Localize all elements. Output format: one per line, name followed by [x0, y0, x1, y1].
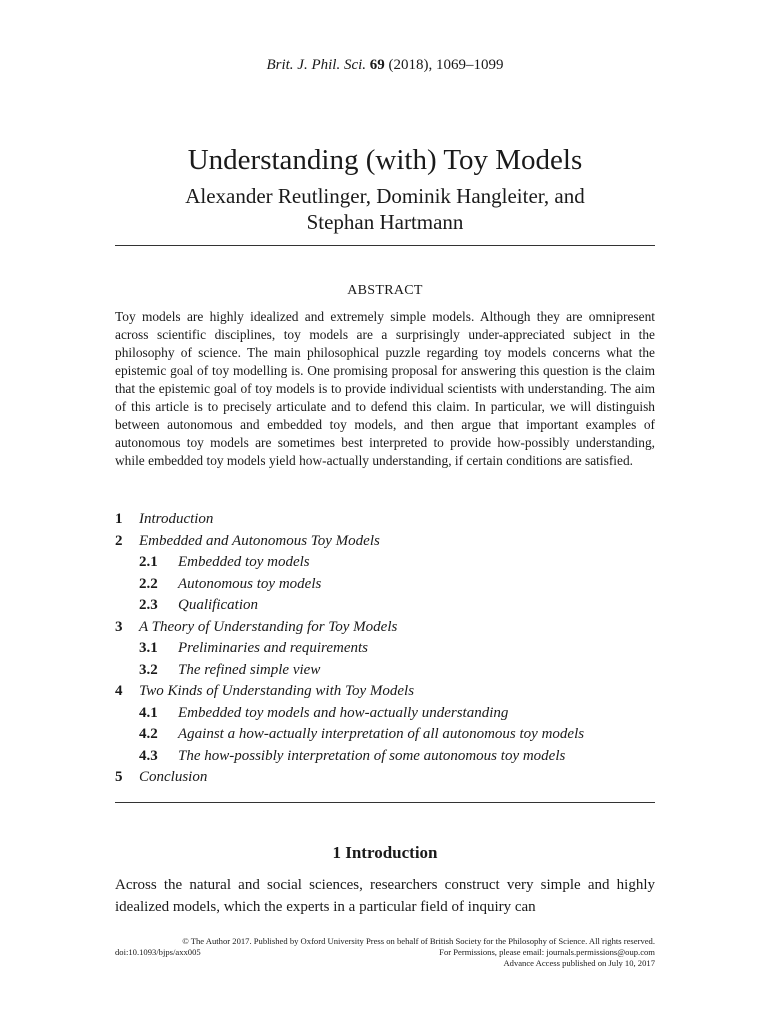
- toc-item: [115, 574, 655, 596]
- title-divider: [115, 245, 655, 246]
- toc-item-title: Embedded toy models: [178, 554, 310, 570]
- journal-citation: [115, 57, 655, 74]
- toc-item-title: Introduction: [139, 511, 214, 527]
- toc-item-title: Conclusion: [139, 769, 208, 785]
- toc-item-title: Embedded toy models and how-actually understanding: [178, 704, 509, 721]
- toc-item-title: The how-possibly interpretation of some autonomous toy models: [178, 747, 566, 764]
- toc-item-title: Qualification: [178, 597, 258, 613]
- toc-item-number: 2.2: [139, 575, 158, 592]
- toc-item: [115, 724, 655, 746]
- toc-item-title: The refined simple view: [178, 661, 321, 678]
- authors-line-2: Stephan Hartmann: [306, 210, 464, 234]
- toc-item-title: Two Kinds of Understanding with Toy Models: [139, 683, 415, 699]
- toc-item: [115, 552, 655, 574]
- journal-volume: 69: [369, 57, 385, 73]
- toc-item: [115, 746, 655, 768]
- toc-item-number: 1: [115, 511, 123, 527]
- toc-item-number: 4.1: [139, 704, 158, 721]
- toc-divider: [115, 802, 655, 803]
- article-title: Understanding (with) Toy Models: [187, 144, 583, 176]
- toc-item-title: Preliminaries and requirements: [178, 640, 368, 656]
- toc-item-number: 3.1: [139, 640, 158, 656]
- journal-name: Brit. J. Phil. Sci.: [266, 57, 367, 73]
- toc-item: [115, 660, 655, 682]
- author-list: [115, 183, 655, 235]
- toc-item: [115, 681, 655, 703]
- toc-item-number: 4.2: [139, 726, 158, 742]
- section-heading: 1 Introduction: [332, 843, 438, 862]
- section-body-text: Across the natural and social sciences, researchers construct very simple and highly idealized models, which the experts in a particular field of inquiry can: [115, 877, 655, 915]
- doi-text: doi:10.1093/bjps/axx005: [115, 947, 201, 957]
- toc-item-number: 3.2: [139, 661, 158, 678]
- toc-item-number: 2.1: [139, 554, 158, 570]
- toc-item-title: Against a how-actually interpretation of all autonomous toy models: [178, 726, 585, 742]
- toc-item: [115, 617, 655, 639]
- toc-item-number: 5: [115, 769, 123, 785]
- abstract-text: Toy models are highly idealized and extremely simple models. Although they are omnipresent across scientific disciplines, toy models are a surprisingly under-appreciated subject in the philosophy of science. The main philosophical puzzle regarding toy models concerns what the epistemic goal of toy modelling is. One promising proposal for answering this question is the claim that the epistemic goal of toy models is to provide individual scientists with understanding. The aim of this article is to precisely articulate and to defend this claim. In particular, we will distinguish between autonomous and embedded toy models, and then argue that important examples of autonomous toy models are sometimes best interpreted to provide how-possibly understanding, while embedded toy models yield how-actually understanding, if certain conditions are satisfied.: [115, 309, 655, 468]
- toc-item: [115, 638, 655, 660]
- toc-item-title: A Theory of Understanding for Toy Models: [139, 618, 398, 635]
- toc-item: [115, 531, 655, 553]
- toc-item-number: 4.3: [139, 747, 158, 764]
- toc-item: [115, 509, 655, 531]
- table-of-contents: [115, 509, 655, 789]
- toc-item-number: 4: [115, 683, 123, 699]
- permissions-text: For Permissions, please email: journals.permissions@oup.com: [439, 947, 655, 957]
- toc-item: [115, 703, 655, 725]
- authors-line-1: Alexander Reutlinger, Dominik Hangleiter, and: [185, 184, 585, 208]
- advance-access-text: Advance Access published on July 10, 2017: [503, 958, 655, 968]
- copyright-notice: © The Author 2017. Published by Oxford University Press on behalf of British Society for the Philosophy of Science. All rights reserved.: [182, 936, 655, 946]
- toc-item-number: 2: [115, 532, 123, 549]
- toc-item-title: Autonomous toy models: [178, 575, 322, 592]
- toc-item-title: Embedded and Autonomous Toy Models: [139, 532, 380, 549]
- page-footer: [115, 936, 655, 969]
- toc-item: [115, 595, 655, 617]
- journal-year-pages: (2018), 1069–1099: [388, 57, 504, 73]
- abstract-heading: ABSTRACT: [347, 283, 423, 298]
- toc-item-number: 2.3: [139, 597, 158, 613]
- toc-item-number: 3: [115, 618, 123, 635]
- toc-item: [115, 767, 655, 789]
